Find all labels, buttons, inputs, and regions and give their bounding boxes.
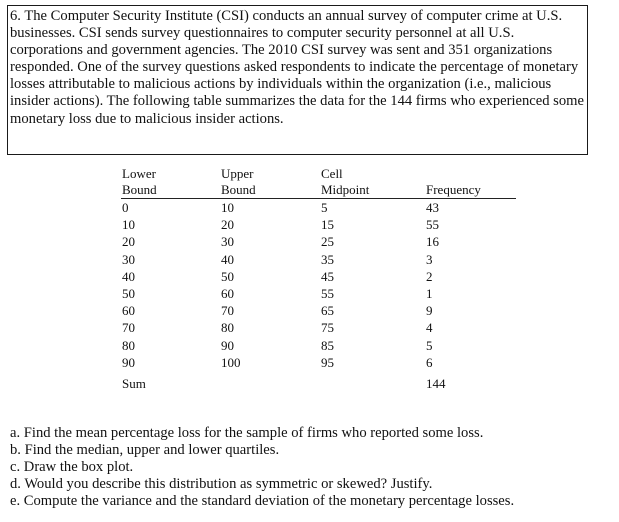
table-cell: 75 [321,320,334,336]
task-list [10,425,610,510]
header-cell: Bound [221,182,321,199]
table-cell: 55 [321,286,334,302]
sum-row [121,371,516,392]
table-cell: 90 [122,354,135,370]
task-item: b. Find the median, upper and lower quartiles. [10,442,280,459]
header-cell: Lower [122,166,156,181]
header-cell: Upper [221,166,254,181]
header-cell: Frequency [421,182,516,199]
table-cell: 70 [122,320,135,336]
table-cell: 40 [122,268,135,284]
table-cell: 45 [321,268,334,284]
table-cell: 20 [221,217,234,233]
table-cell: 15 [321,217,334,233]
table-cell: 43 [426,200,439,215]
task-item: d. Would you describe this distribution as symmetric or skewed? Justify. [10,476,433,493]
table-cell: 10 [221,200,234,215]
header-cell [421,166,516,182]
table-cell: 5 [426,337,433,353]
task-item: a. Find the mean percentage loss for the sample of firms who reported some loss. [10,425,484,441]
table-cell: 100 [221,354,241,370]
table-row [121,268,516,285]
table-cell: 40 [221,251,234,267]
table-cell: 70 [221,303,234,319]
table-cell: 35 [321,251,334,267]
table-cell: 25 [321,234,334,250]
table-cell: 4 [426,320,433,336]
header-cell: Bound [121,182,221,199]
table-cell: 50 [122,286,135,302]
table-cell: 5 [321,200,328,215]
task-item: e. Compute the variance and the standard deviation of the monetary percentage losses. [10,493,515,510]
table-cell: 55 [426,217,439,233]
table-cell: 30 [221,234,234,250]
table-cell: 60 [122,303,135,319]
table-row [121,354,516,371]
table-cell: 50 [221,268,234,284]
table-cell: 16 [426,234,439,250]
table-header-row-bottom [121,182,516,199]
table-cell: 90 [221,337,234,353]
table-row [121,302,516,319]
table-cell: 9 [426,303,433,319]
problem-statement: 6. The Computer Security Institute (CSI) conducts an annual survey of computer crime at U.S. businesses. CSI sends survey questionnaires to computer security personnel at all U.S. corporations and government agencies. The 2010 CSI survey was sent and 351 organizations responded. One of the survey questions asked respondents to indicate the percentage of monetary losses attributable to malicious actions by individuals within the organization (i.e., malicious insider actions). The following table summarizes the data for the 144 firms who experienced some monetary loss due to malicious insider actions. [10,8,584,127]
table-cell: 6 [426,354,433,370]
table-cell: 85 [321,337,334,353]
header-cell: Midpoint [321,182,421,199]
table-row [121,199,516,217]
table-row [121,285,516,302]
table-cell: 95 [321,354,334,370]
table-cell: 30 [122,251,135,267]
table-cell: 1 [426,286,433,302]
task-item: c. Draw the box plot. [10,459,134,476]
table-cell: 80 [221,320,234,336]
sum-label: Sum [122,376,146,392]
table-cell: 20 [122,234,135,250]
table-cell: 2 [426,268,433,284]
frequency-table [121,166,516,392]
table-row [121,337,516,354]
table-cell: 65 [321,303,334,319]
table-cell: 3 [426,251,433,267]
table-row [121,319,516,336]
table-row [121,251,516,268]
table-cell: 80 [122,337,135,353]
table-header-row-top [121,166,516,182]
sum-value: 144 [426,376,446,392]
table-row [121,233,516,250]
table-cell: 60 [221,286,234,302]
table-cell: 0 [122,200,129,215]
table-row [121,216,516,233]
header-cell: Cell [321,166,343,181]
table-cell: 10 [122,217,135,233]
